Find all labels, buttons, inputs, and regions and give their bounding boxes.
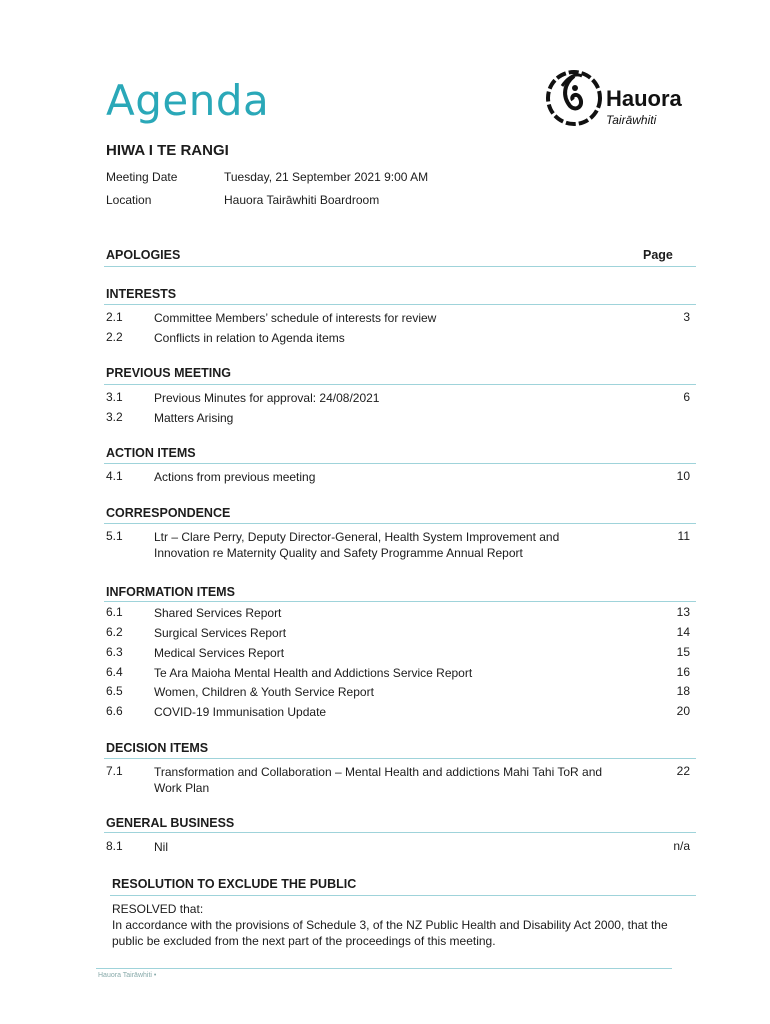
item-number: 3.2	[106, 410, 123, 424]
item-page: 22	[676, 764, 690, 778]
item-number: 6.4	[106, 665, 123, 679]
divider	[104, 601, 696, 602]
item-text: Previous Minutes for approval: 24/08/2021	[154, 391, 380, 405]
divider	[104, 523, 696, 524]
item-number: 5.1	[106, 529, 123, 543]
section-heading: CORRESPONDENCE	[106, 506, 231, 520]
divider	[110, 895, 696, 896]
item-number: 4.1	[106, 469, 123, 483]
item-text: Nil	[154, 840, 168, 854]
section-heading: ACTION ITEMS	[106, 446, 196, 460]
item-number: 6.6	[106, 704, 123, 718]
item-text: Te Ara Maioha Mental Health and Addictions Service Report	[154, 666, 473, 680]
koru-emblem-icon	[544, 66, 604, 128]
footer-divider	[96, 968, 672, 969]
item-number: 6.5	[106, 684, 123, 698]
item-number: 7.1	[106, 764, 123, 778]
item-text: Transformation and Collaboration – Mental Health and addictions Mahi Tahi ToR and Work Plan	[154, 765, 603, 795]
item-page: 6	[683, 390, 690, 404]
item-number: 2.1	[106, 310, 123, 324]
item-page: n/a	[673, 839, 690, 853]
item-number: 3.1	[106, 390, 123, 404]
item-number: 6.2	[106, 625, 123, 639]
resolution-text: In accordance with the provisions of Schedule 3, of the NZ Public Health and Disability Act 2000, that the public be excluded from the next part of the proceedings of this meeting.	[112, 918, 668, 948]
resolution-resolved: RESOLVED that:	[112, 902, 204, 916]
item-page: 18	[676, 684, 690, 698]
meeting-date-row	[106, 170, 428, 184]
item-text: Actions from previous meeting	[154, 470, 316, 484]
item-text: Women, Children & Youth Service Report	[154, 685, 374, 699]
apologies-heading: APOLOGIES	[106, 248, 181, 262]
section-heading: INTERESTS	[106, 287, 177, 301]
divider	[104, 463, 696, 464]
divider	[104, 758, 696, 759]
meeting-date-value: Tuesday, 21 September 2021 9:00 AM	[224, 170, 429, 184]
item-number: 6.1	[106, 605, 123, 619]
meeting-date-label: Meeting Date	[106, 170, 178, 184]
hauora-logo	[544, 66, 694, 130]
section-heading: INFORMATION ITEMS	[106, 585, 235, 599]
resolution-heading: RESOLUTION TO EXCLUDE THE PUBLIC	[112, 877, 357, 891]
item-page: 14	[676, 625, 690, 639]
resolution-body	[112, 901, 672, 949]
logo-wordmark: Hauora	[606, 86, 682, 111]
divider	[104, 266, 696, 267]
location-label: Location	[106, 193, 152, 207]
item-text: Medical Services Report	[154, 646, 285, 660]
item-text: Committee Members’ schedule of interests for review	[154, 311, 437, 325]
item-text: Conflicts in relation to Agenda items	[154, 331, 345, 345]
footer-text: Hauora Tairāwhiti •	[98, 972, 157, 979]
item-text: Ltr – Clare Perry, Deputy Director-General, Health System Improvement and Innovation re Maternity Quality and Safety Programme Annual Report	[154, 530, 560, 560]
section-heading: GENERAL BUSINESS	[106, 816, 235, 830]
item-number: 2.2	[106, 330, 123, 344]
item-number: 8.1	[106, 839, 123, 853]
item-page: 15	[676, 645, 690, 659]
item-page: 13	[676, 605, 690, 619]
item-text: Surgical Services Report	[154, 626, 287, 640]
item-page: 10	[676, 469, 690, 483]
item-text: Matters Arising	[154, 411, 234, 425]
divider	[104, 304, 696, 305]
divider	[104, 384, 696, 385]
item-number: 6.3	[106, 645, 123, 659]
item-text: Shared Services Report	[154, 606, 282, 620]
divider	[104, 832, 696, 833]
committee-name: HIWA I TE RANGI	[106, 142, 229, 159]
logo-subtitle: Tairāwhiti	[606, 113, 657, 127]
item-text: COVID-19 Immunisation Update	[154, 705, 327, 719]
page-column-heading: Page	[643, 248, 673, 262]
location-row	[106, 193, 379, 207]
item-page: 3	[683, 310, 690, 324]
item-page: 20	[676, 704, 690, 718]
section-heading: DECISION ITEMS	[106, 741, 209, 755]
item-page: 11	[677, 529, 690, 543]
section-heading: PREVIOUS MEETING	[106, 366, 232, 380]
page-title: Agenda	[106, 76, 270, 125]
location-value: Hauora Tairāwhiti Boardroom	[224, 193, 380, 207]
item-page: 16	[676, 665, 690, 679]
